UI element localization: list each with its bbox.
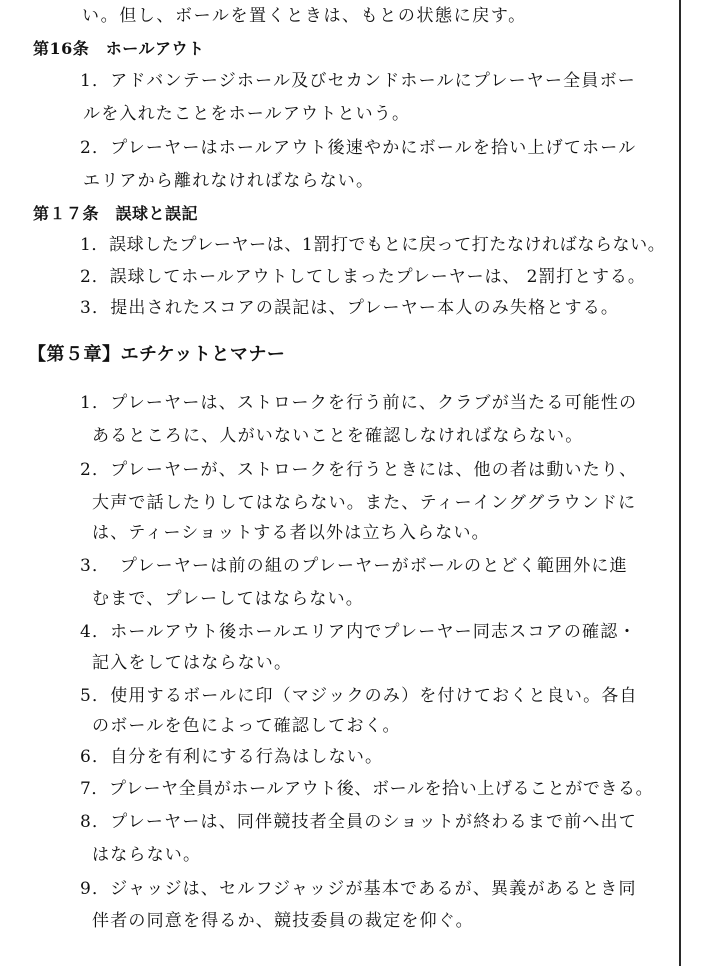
article-16-heading: 第16条 ホールアウト [33, 39, 205, 58]
manner-item-3-cont: むまで、プレーしてはならない。 [92, 589, 364, 609]
manner-item-4-cont: 記入をしてはならない。 [92, 653, 293, 673]
manner-item-9: 9．ジャッジは、セルフジャッジが基本であるが、異義があるとき同 [80, 879, 637, 899]
article-16-item-2: 2．プレーヤーはホールアウト後速やかにボールを拾い上げてホール [80, 138, 637, 158]
manner-item-3: 3． プレーヤーは前の組のプレーヤーがボールのとどく範囲外に進 [80, 556, 628, 576]
manner-item-5-cont: のボールを色によって確認しておく。 [92, 716, 401, 736]
article-17-item-2: 2．誤球してホールアウトしてしまったプレーヤーは、 2罰打とする。 [80, 267, 646, 287]
chapter-5-heading: 【第５章】エチケットとマナー [28, 344, 286, 365]
scan-edge-line [679, 0, 681, 966]
manner-item-9-cont: 伴者の同意を得るか、競技委員の裁定を仰ぐ。 [92, 911, 474, 931]
text-line: い。但し、ボールを置くときは、もとの状態に戻す。 [82, 6, 527, 26]
manner-item-1: 1．プレーヤーは、ストロークを行う前に、クラブが当たる可能性の [80, 393, 638, 413]
manner-item-5: 5．使用するボールに印（マジックのみ）を付けておくと良い。各自 [80, 686, 638, 706]
manner-item-7: 7．プレーヤ全員がホールアウト後、ボールを拾い上げることができる。 [80, 779, 654, 799]
article-17-item-1: 1．誤球したプレーヤーは、1罰打でもとに戻って打たなければならない。 [80, 235, 666, 255]
article-16-item-1: 1．アドバンテージホール及びセカンドホールにプレーヤー全員ボー [80, 71, 636, 91]
manner-item-8: 8．プレーヤーは、同伴競技者全員のショットが終わるまで前へ出て [80, 812, 637, 832]
manner-item-2: 2．プレーヤーが、ストロークを行うときには、他の者は動いたり、 [80, 460, 638, 480]
manner-item-8-cont: はならない。 [92, 845, 202, 865]
article-16-item-2-cont: エリアから離れなければならない。 [83, 171, 375, 191]
manner-item-6: 6．自分を有利にする行為はしない。 [80, 747, 384, 767]
article-16-item-1-cont: ルを入れたことをホールアウトという。 [83, 104, 411, 124]
article-17-item-3: 3．提出されたスコアの誤記は、プレーヤー本人のみ失格とする。 [80, 298, 620, 318]
manner-item-2-cont: は、ティーショットする者以外は立ち入らない。 [92, 523, 490, 543]
article-17-heading: 第１７条 誤球と誤記 [33, 204, 199, 223]
manner-item-4: 4．ホールアウト後ホールエリア内でプレーヤー同志スコアの確認・ [80, 622, 637, 642]
manner-item-1-cont: あるところに、人がいないことを確認しなければならない。 [92, 426, 584, 446]
manner-item-2-cont: 大声で話したりしてはならない。また、ティーインググラウンドに [92, 493, 637, 513]
